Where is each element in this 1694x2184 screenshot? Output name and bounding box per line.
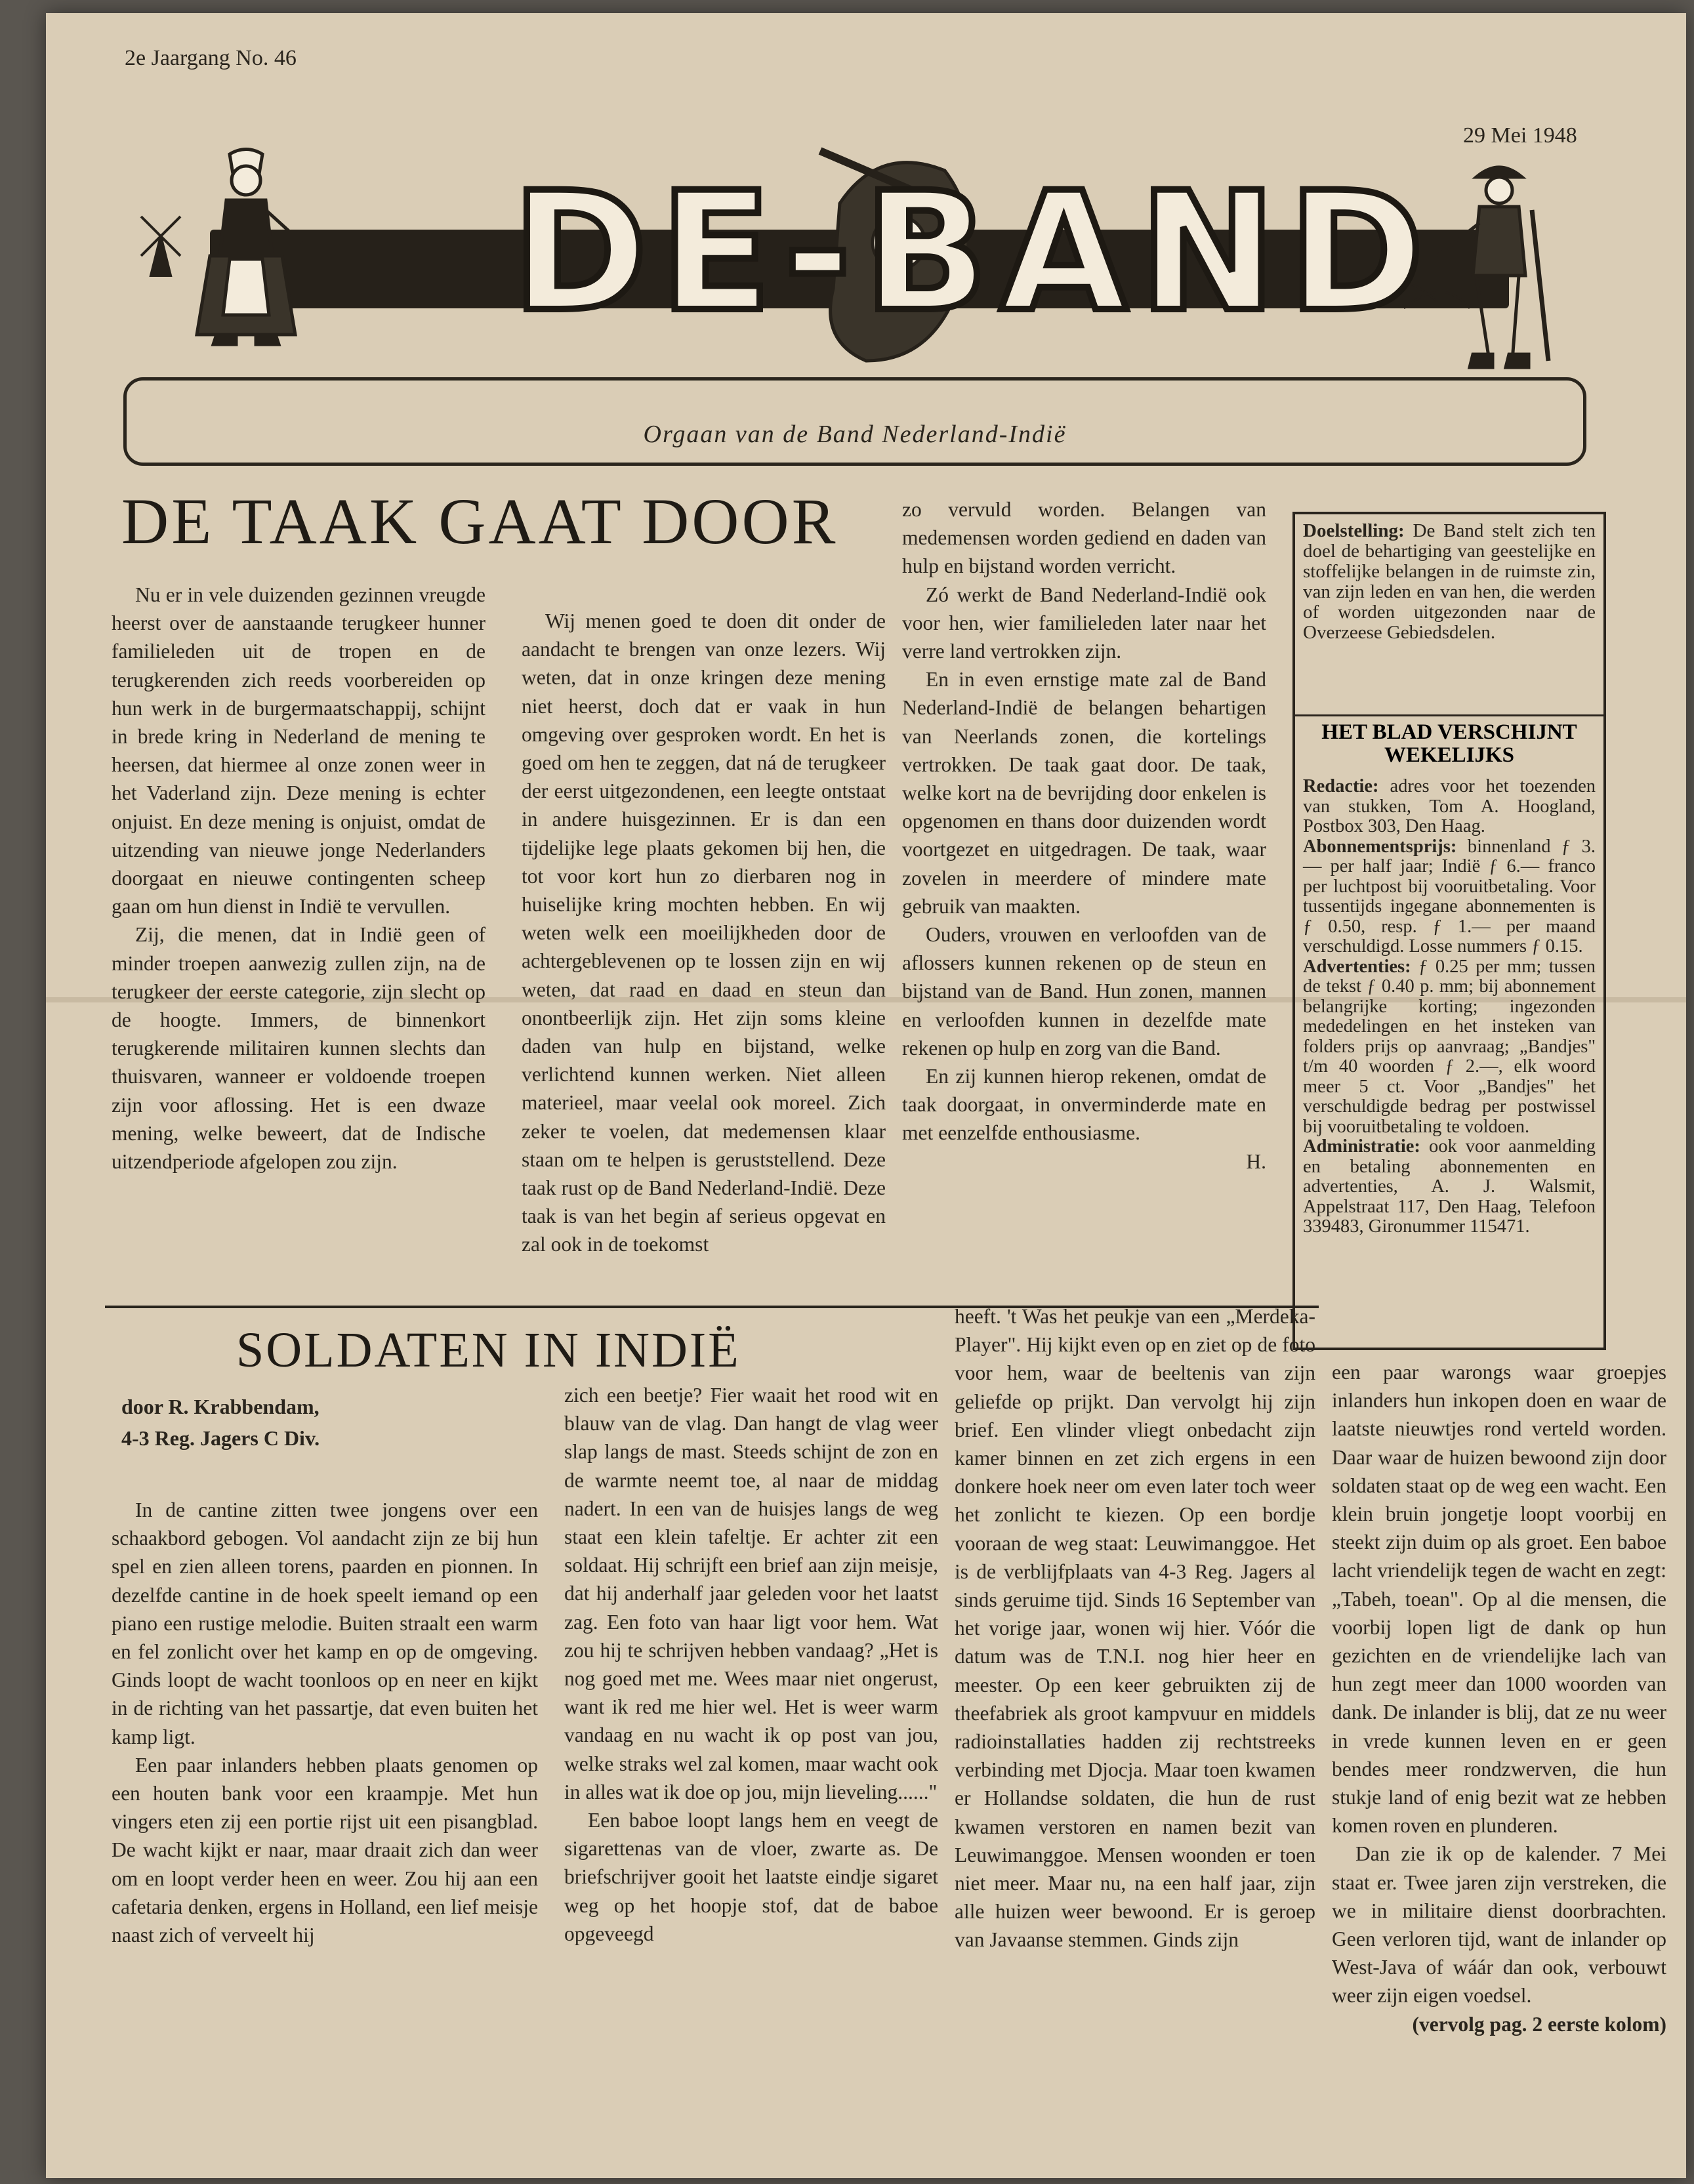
advertenties-label: Advertenties: [1303,956,1411,977]
article1-signature: H. [1246,1149,1266,1173]
article2-column-1 [112,1496,538,1949]
redactie-label: Redactie: [1303,776,1379,796]
redactie-text: adres voor het toezenden van stukken, Tom A. Hoogland, Postbox 303, Den Haag. [1303,776,1596,836]
abonnement-text: binnenland ƒ 3.— per half jaar; Indië ƒ 6.— franco per luchtpost bij vooruitbetaling. Voor tussentijds ingegane abonnementen is ƒ 0.50, resp. ƒ 1.— per maand verschuldigd. Losse nummers ƒ 0.15. [1303,836,1596,957]
masthead [131,144,1601,394]
article2-column-3 [955,1302,1315,1954]
frequency-heading: HET BLAD VERSCHIJNT WEKELIJKS [1321,720,1577,767]
subtitle: Orgaan van de Band Nederland-Indië [643,421,1067,448]
article2-column-4 [1332,1358,1666,2038]
issue-date: 29 Mei 1948 [1463,123,1577,148]
newspaper-page [46,13,1686,2178]
paragraph: Een paar inlanders hebben plaats genomen op een houten bank voor een kraampje. Met hun vingers eten zij een portie rijst uit een pisangblad. De wacht kijkt er naar, maar draait zich dan weer om en loopt verder heen en weer. Zou hij aan een cafetaria denken, ergens in Holland, een lief meisje naast zich of verveelt hij [112,1753,538,1947]
article2-byline [121,1391,528,1454]
article1-column-2 [522,607,886,1259]
subtitle-frame [123,377,1586,466]
doelstelling [1303,521,1596,643]
paragraph: zo vervuld worden. Belangen van medemensen worden gediend en daden van hulp en bijstand worden verricht. [902,498,1266,578]
paragraph: zich een beetje? Fier waait het rood wit en blauw van de vlag. Dan hangt de vlag weer slap langs de mast. Steeds schijnt de zon en de warmte neemt toe, al naar de middag nadert. In een van de huisjes langs de weg staat een klein tafeltje. Er achter zit een soldaat. Hij schrijft een brief aan zijn meisje, dat hij anderhalf jaar geleden voor het laatst zag. Een foto van haar ligt voor hem. Wat zou hij te schrijven hebben vandaag? „Het is nog goed met me. Wees maar niet ongerust, want ik red me hier wel. Het is weer warm vandaag en nu wacht ik op post van jou, welke straks wel zal komen, maar wacht ook in alles wat ik doe op jou, mijn lieveling......" [564,1384,938,1803]
article1-column-3 [902,495,1266,1176]
administratie-label: Administratie: [1303,1136,1420,1157]
paragraph: Ouders, vrouwen en verloofden van de aflossers kunnen rekenen op de steun en bijstand van de Band. Hun zonen, mannen en verloofden kunnen in dezelfde mate rekenen op hulp en zorg van die Band. [902,923,1266,1060]
box-divider [1295,714,1603,716]
paragraph: En in even ernstige mate zal de Band Nederland-Indië de belangen behartigen van Neerlands zonen, die kortelings vertrokken. De taak gaat door. De taak, welke kort na de bevrijding door enkelen is opgenomen en thans door duizenden wordt voortgezet en uitgedragen. De taak, waar zovelen in meerdere of mindere mate gebruik van maakten. [902,668,1266,918]
article2-headline: SOLDATEN IN INDIË [236,1323,741,1378]
administratie-text: ook voor aanmelding en betaling abonnementen en advertenties, A. J. Walsmit, Appelstraat 117, Den Haag, Telefoon 339483, Gironummer 115471. [1303,1136,1596,1237]
continuation-note: (vervolg pag. 2 eerste kolom) [1412,2012,1666,2036]
paragraph: En zij kunnen hierop rekenen, omdat de taak doorgaat, in onverminderde mate en met eenzelfde enthousiasme. [902,1065,1266,1145]
publication-details [1303,777,1596,1237]
article1-column-1 [112,581,485,1176]
windmill-icon [141,216,180,276]
abonnement-label: Abonnementsprijs: [1303,836,1457,857]
paragraph: een paar warongs waar groepjes inlanders hun inkopen doen en waar de laatste nieuwtjes rond verteld worden. Daar waar de huizen bewoond zijn door soldaten staat op de weg een wacht. Een klein bruin jongetje loopt voorbij en steekt zijn duim op als groet. Een baboe lacht vriendelijk tegen de wacht en zegt: „Tabeh, toean". Op al die mensen, die voorbij lopen ligt de dank op hun gezichten en de vriendelijke lach van hun zegt meer dan 1000 woorden van dank. De inlander is blij, dat ze nu weer in vrede kunnen leven en er geen bendes meer rondzwerven, die hun stukje land of enig bezit wat ze hebben komen roven en plunderen. [1332,1361,1666,1838]
doelstelling-label: Doelstelling: [1303,520,1405,541]
publication-info-box [1292,512,1606,1350]
dutch-woman-figure [197,150,302,345]
paragraph: heeft. 't Was het peukje van een „Merdeka-Player". Hij kijkt even op en ziet op de foto voor hem, waar de beeltenis van zijn geliefde op prijkt. Dan vervolgt hij zijn brief. Een vlinder vliegt onbedacht zijn kamer binnen en zet zich ergens in een donkere hoek neer om even later toch weer het zonlicht te kiezen. Op een bordje vooraan de weg staat: Leuwimanggoe. Het is de verblijfplaats van 4-3 Reg. Jagers al sinds geruime tijd. Sinds 16 September van het vorige jaar, wonen wij hier. Vóór die datum was de T.N.I. nog hier heer en meester. Op een keer gebruikten zij de theefabriek als groot kampvuur en middels radioinstallaties hadden zij rechtstreeks verbinding met Djocja. Maar toen kwamen er Hollandse soldaten, die hun de rust kwamen verstoren en namen bezit van Leuwimanggoe. Mensen woonden er toen niet meer. Maar nu, na een half jaar, zijn alle huizen weer bewoond. Er is geroep van Javaanse stemmen. Ginds zijn [955,1305,1315,1952]
advertenties-text: ƒ 0.25 per mm; tussen de tekst ƒ 0.40 p. mm; bij abonnement belangrijke korting; ingezonden mededelingen en het insteken van folders prijs op aanvraag; „Bandjes" t/m 40 woorden ƒ 2.—, elk woord meer 5 ct. Voor „Bandjes" het verschuldigde bedrag per postwissel bij vooruitbetaling te voldoen. [1303,956,1596,1137]
paragraph: Wij menen goed te doen dit onder de aandacht te brengen van onze lezers. Wij weten, dat in onze kringen deze mening niet heerst, doch dat er vaak in hun omgeving over gesproken wordt. En het is goed om hen te zeggen, dat ná de terugkeer der eerst uitgezondenen, een leegte ontstaat in andere huisgezinnen. Er is dan een tijdelijke lege plaats gekomen bij hen, die tot voor kort hun zo dierbaren nog in huiselijke kring mochten hebben. En wij weten welk een moeilijkheden door de achtergeblevenen op te lossen zijn en wij weten, dat raad en daad en steun dan onontbeerlijk zijn. Het zijn soms kleine daden van hulp en bijstand, welke verlichtend kunnen werken. Niet alleen materieel, maar veelal ook moreel. Zich zeker te voelen, dat medemensen klaar staan om te helpen is geruststellend. Deze taak rust op de Band Nederland-Indië. Deze taak is van het begin af serieus opgevat en zal ook in de toekomst [522,609,886,1256]
byline-author: door R. Krabbendam, [121,1395,320,1418]
paragraph: Zó werkt de Band Nederland-Indië ook voor hen, wier familieleden later naar het verre land vertrokken zijn. [902,583,1266,663]
paragraph: Nu er in vele duizenden gezinnen vreugde heerst over de aanstaande terugkeer hunner familieleden uit de tropen en de terugkerenden zich reeds voorbereiden op hun werk in de burgermaatschappij, schijnt in brede kring in Nederland de mening te heersen, dat hiermee al onze zonen weer in het Vaderland zijn. Deze mening is echter onjuist. En deze mening is onjuist, omdat de uitzending van nieuwe jonge Nederlanders doorgaat en nieuwe contingenten scheep gaan om hun dienst in Indië te vervullen. [112,583,485,918]
issue-number: 2e Jaargang No. 46 [125,46,297,70]
soldier-figure [1437,167,1548,367]
paragraph: In de cantine zitten twee jongens over een schaakbord gebogen. Vol aandacht zijn ze bij hun spel en zien alleen torens, paarden en pionnen. In dezelfde cantine in de hoek speelt iemand op een piano een rustige melodie. Buiten straalt een warm en fel zonlicht over het kamp en op de omgeving. Ginds loopt de wacht toonloos op en neer en kijkt in de richting van het passartje, dat even buiten het kamp ligt. [112,1498,538,1748]
article2-column-2 [564,1381,938,1948]
paragraph: Dan zie ik op de kalender. 7 Mei staat er. Twee jaren zijn verstreken, die we in militaire dienst doorbrachten. Geen verloren tijd, want de inlander op West-Java of wáár dan ook, verbouwt weer zijn eigen voedsel. [1332,1842,1666,2008]
byline-unit: 4-3 Reg. Jagers C Div. [121,1426,320,1450]
doelstelling-text: De Band stelt zich ten doel de behartiging van geestelijke en stoffelijke belangen in de ruimste zin, van zijn leden en van hen, die werden of worden uitgezonden naar de Overzeese Gebiedsdelen. [1303,520,1596,643]
paragraph: Een baboe loopt langs hem en veegt de sigarettenas van de vloer, zwarte as. De briefschrijver gooit het laatste eindje sigaret weg op het hoopje stof, dat de baboe opgeveegd [564,1809,938,1945]
masthead-title: DE-BAND [512,157,1436,348]
article1-headline: DE TAAK GAAT DOOR [121,485,838,558]
paragraph: Zij, die menen, dat in Indië geen of minder troepen aanwezig zullen zijn, na de terugkeer der eerste categorie, zijn slecht op de hoogte. Immers, de binnenkort terugkerende militairen kunnen slechts dan thuisvaren, wanneer er voldoende troepen zijn voor aflossing. Het is een dwaze mening, welke beweert, dat de Indische uitzendperiode afgelopen zou zijn. [112,923,485,1174]
